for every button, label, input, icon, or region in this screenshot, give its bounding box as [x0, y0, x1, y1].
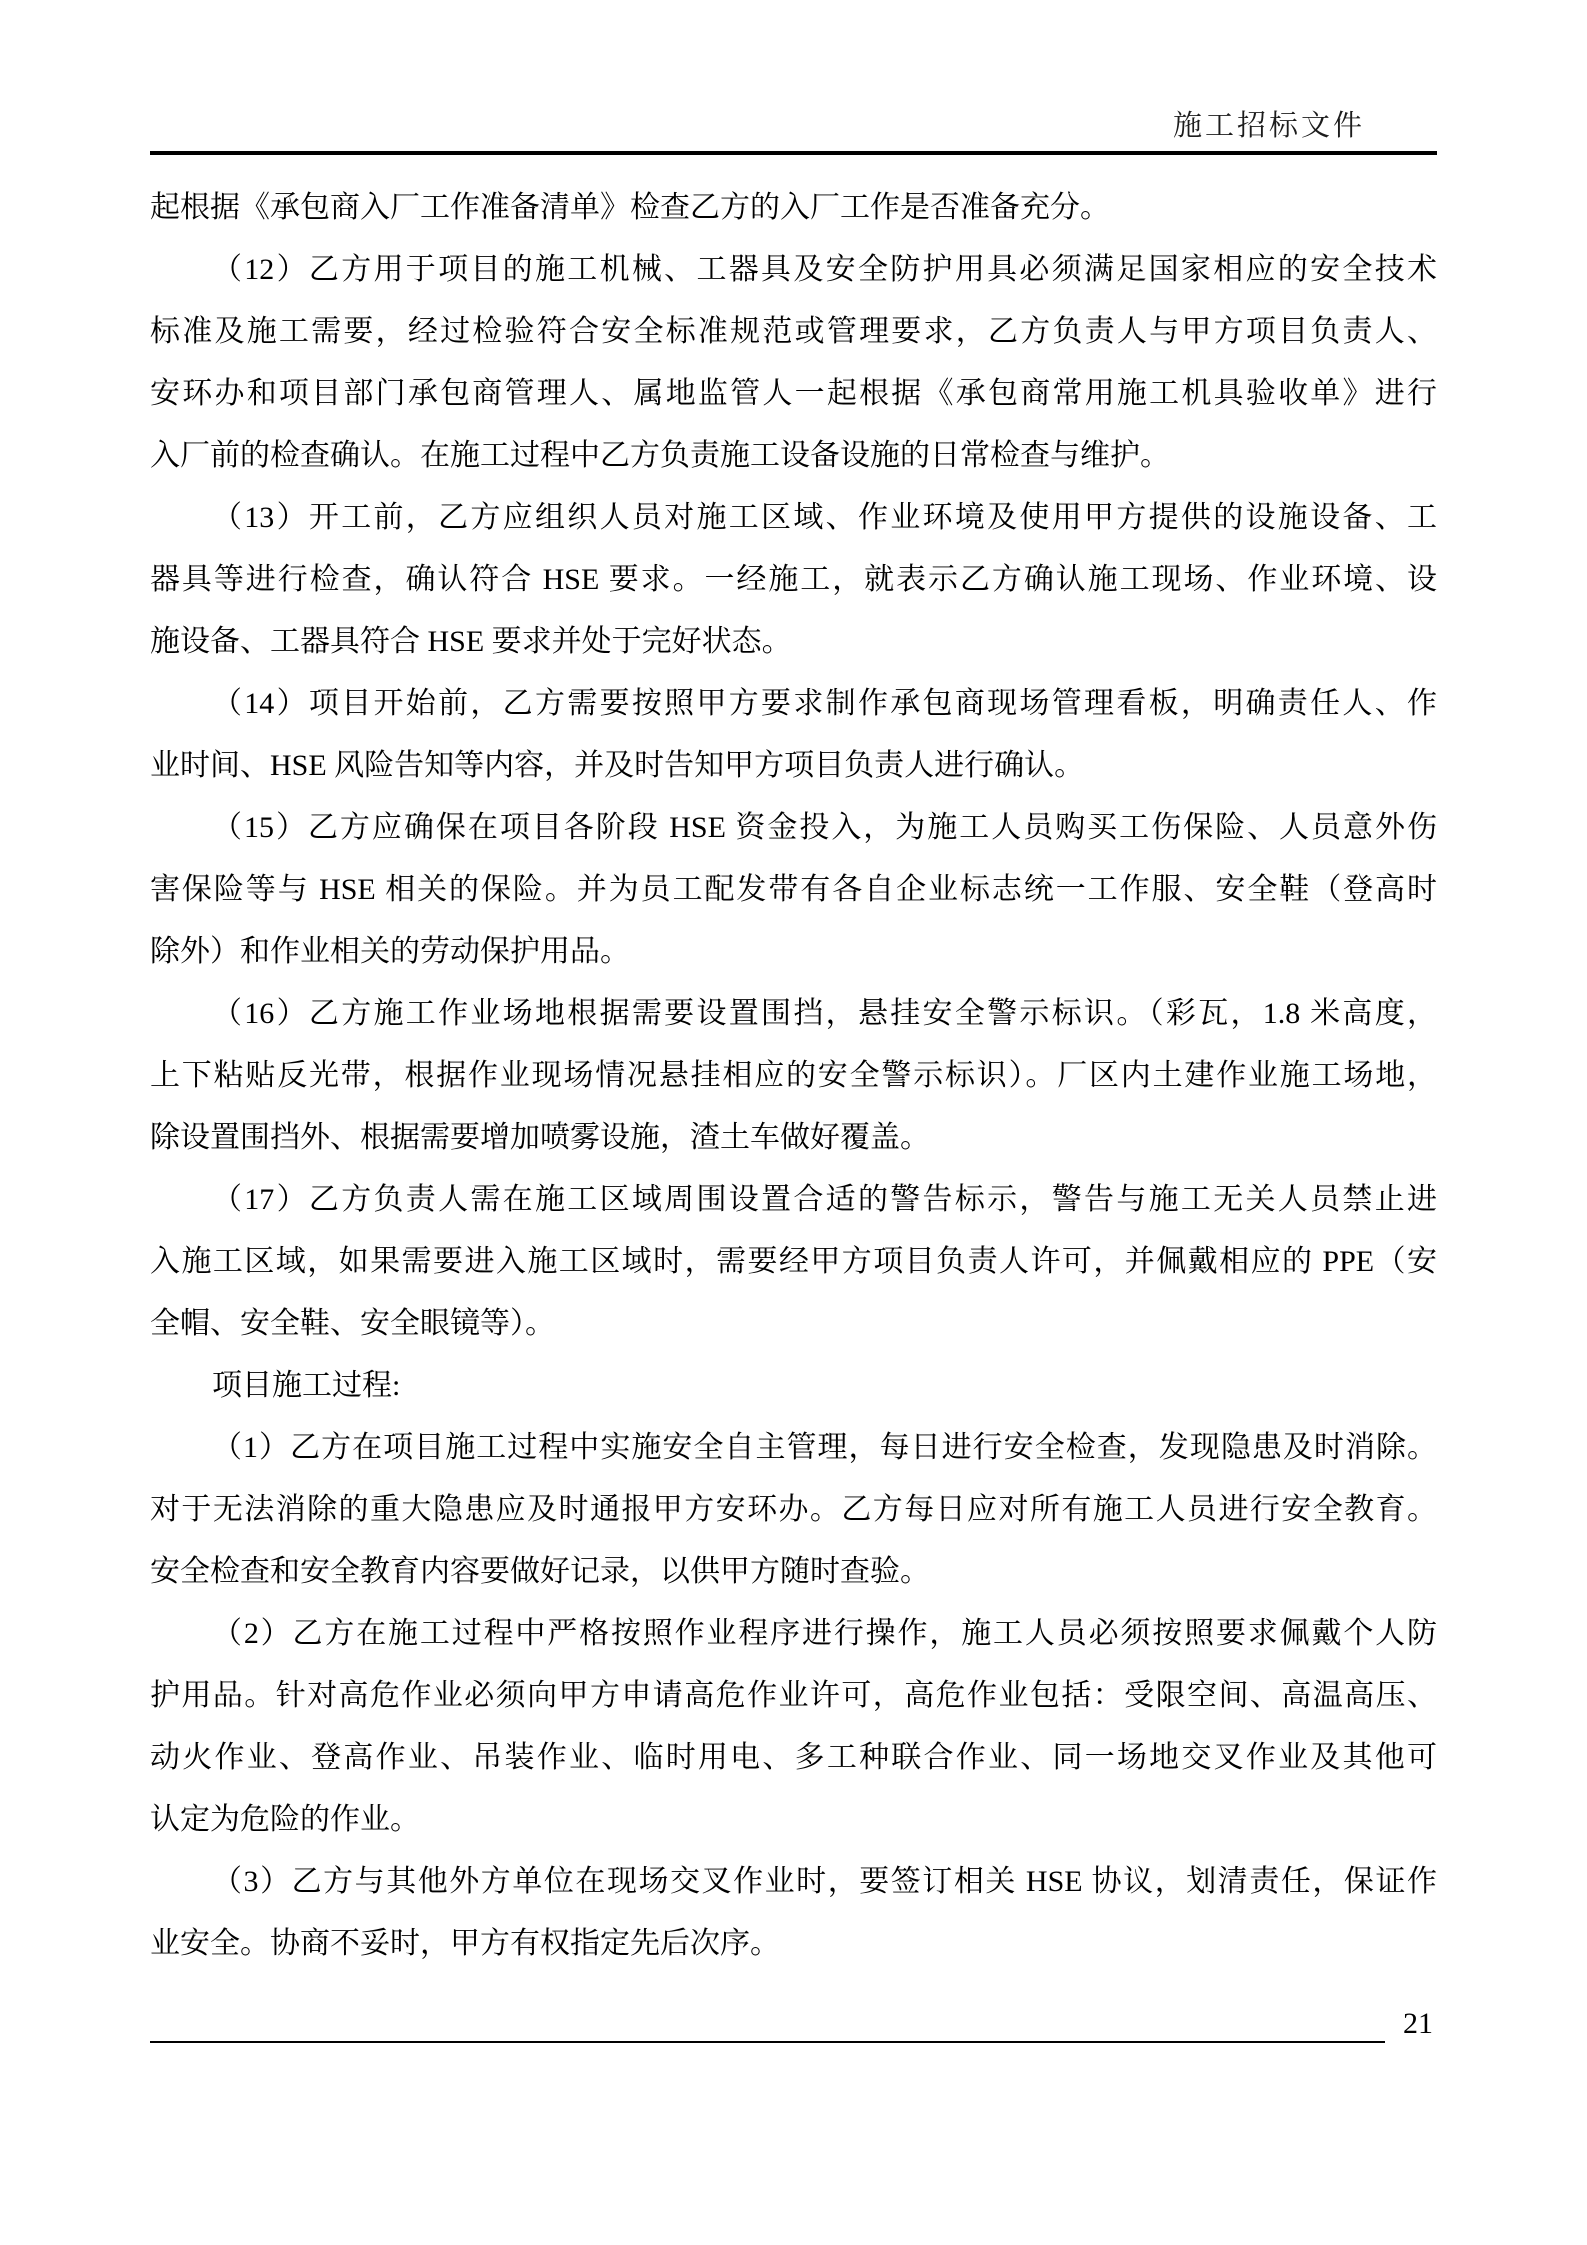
text-line: 施设备、工器具符合 HSE 要求并处于完好状态。 — [150, 625, 792, 658]
text-line: 标准及施工需要，经过检验符合安全标准规范或管理要求，乙方负责人与甲方项目负责人、 — [150, 315, 1437, 348]
text-line: （3）乙方与其他外方单位在现场交叉作业时，要签订相关 HSE 协议，划清责任，保证作 — [212, 1865, 1437, 1898]
text-line: 业时间、HSE 风险告知等内容，并及时告知甲方项目负责人进行确认。 — [150, 749, 1085, 782]
document-body — [150, 177, 1437, 1975]
text-line: 项目施工过程: — [212, 1369, 401, 1402]
page-header — [150, 106, 1437, 155]
header-rule — [150, 151, 1437, 155]
page-number: 21 — [1403, 2007, 1433, 2040]
text-line: 业安全。协商不妥时，甲方有权指定先后次序。 — [150, 1927, 780, 1960]
header-title: 施工招标文件 — [1172, 110, 1365, 142]
text-line: 入施工区域，如果需要进入施工区域时，需要经甲方项目负责人许可，并佩戴相应的 PPE（安 — [150, 1245, 1437, 1278]
text-line: 除外）和作业相关的劳动保护用品。 — [150, 935, 630, 968]
footer-rule — [150, 2041, 1385, 2043]
text-line: 除设置围挡外、根据需要增加喷雾设施，渣土车做好覆盖。 — [150, 1121, 930, 1154]
text-line: 安环办和项目部门承包商管理人、属地监管人一起根据《承包商常用施工机具验收单》进行 — [150, 377, 1437, 410]
text-line: 认定为危险的作业。 — [150, 1803, 420, 1836]
text-line: （17）乙方负责人需在施工区域周围设置合适的警告标示，警告与施工无关人员禁止进 — [212, 1183, 1437, 1216]
text-line: 安全检查和安全教育内容要做好记录，以供甲方随时查验。 — [150, 1555, 930, 1588]
text-line: （1）乙方在项目施工过程中实施安全自主管理，每日进行安全检查，发现隐患及时消除。 — [212, 1431, 1437, 1464]
text-line: 害保险等与 HSE 相关的保险。并为员工配发带有各自企业标志统一工作服、安全鞋（登高时 — [150, 873, 1437, 906]
text-line: 入厂前的检查确认。在施工过程中乙方负责施工设备设施的日常检查与维护。 — [150, 439, 1170, 472]
text-line: 全帽、安全鞋、安全眼镜等）。 — [150, 1307, 555, 1340]
text-line: 动火作业、登高作业、吊装作业、临时用电、多工种联合作业、同一场地交叉作业及其他可 — [150, 1741, 1437, 1774]
text-line: （14）项目开始前，乙方需要按照甲方要求制作承包商现场管理看板，明确责任人、作 — [212, 687, 1437, 720]
text-line: 护用品。针对高危作业必须向甲方申请高危作业许可，高危作业包括：受限空间、高温高压、 — [150, 1679, 1437, 1712]
text-line: 上下粘贴反光带，根据作业现场情况悬挂相应的安全警示标识）。厂区内土建作业施工场地， — [150, 1059, 1437, 1092]
text-line: （16）乙方施工作业场地根据需要设置围挡，悬挂安全警示标识。（彩瓦，1.8 米高度， — [212, 997, 1437, 1030]
text-line: （2）乙方在施工过程中严格按照作业程序进行操作，施工人员必须按照要求佩戴个人防 — [212, 1617, 1437, 1650]
page-footer — [150, 1999, 1437, 2045]
text-line: 对于无法消除的重大隐患应及时通报甲方安环办。乙方每日应对所有施工人员进行安全教育。 — [150, 1493, 1437, 1526]
text-line: 起根据《承包商入厂工作准备清单》检查乙方的入厂工作是否准备充分。 — [150, 191, 1110, 224]
text-line: （13）开工前，乙方应组织人员对施工区域、作业环境及使用甲方提供的设施设备、工 — [212, 501, 1437, 534]
text-line: （12）乙方用于项目的施工机械、工器具及安全防护用具必须满足国家相应的安全技术 — [212, 253, 1437, 286]
text-line: （15）乙方应确保在项目各阶段 HSE 资金投入，为施工人员购买工伤保险、人员意外伤 — [212, 811, 1437, 844]
text-line: 器具等进行检查，确认符合 HSE 要求。一经施工，就表示乙方确认施工现场、作业环境、设 — [150, 563, 1437, 596]
